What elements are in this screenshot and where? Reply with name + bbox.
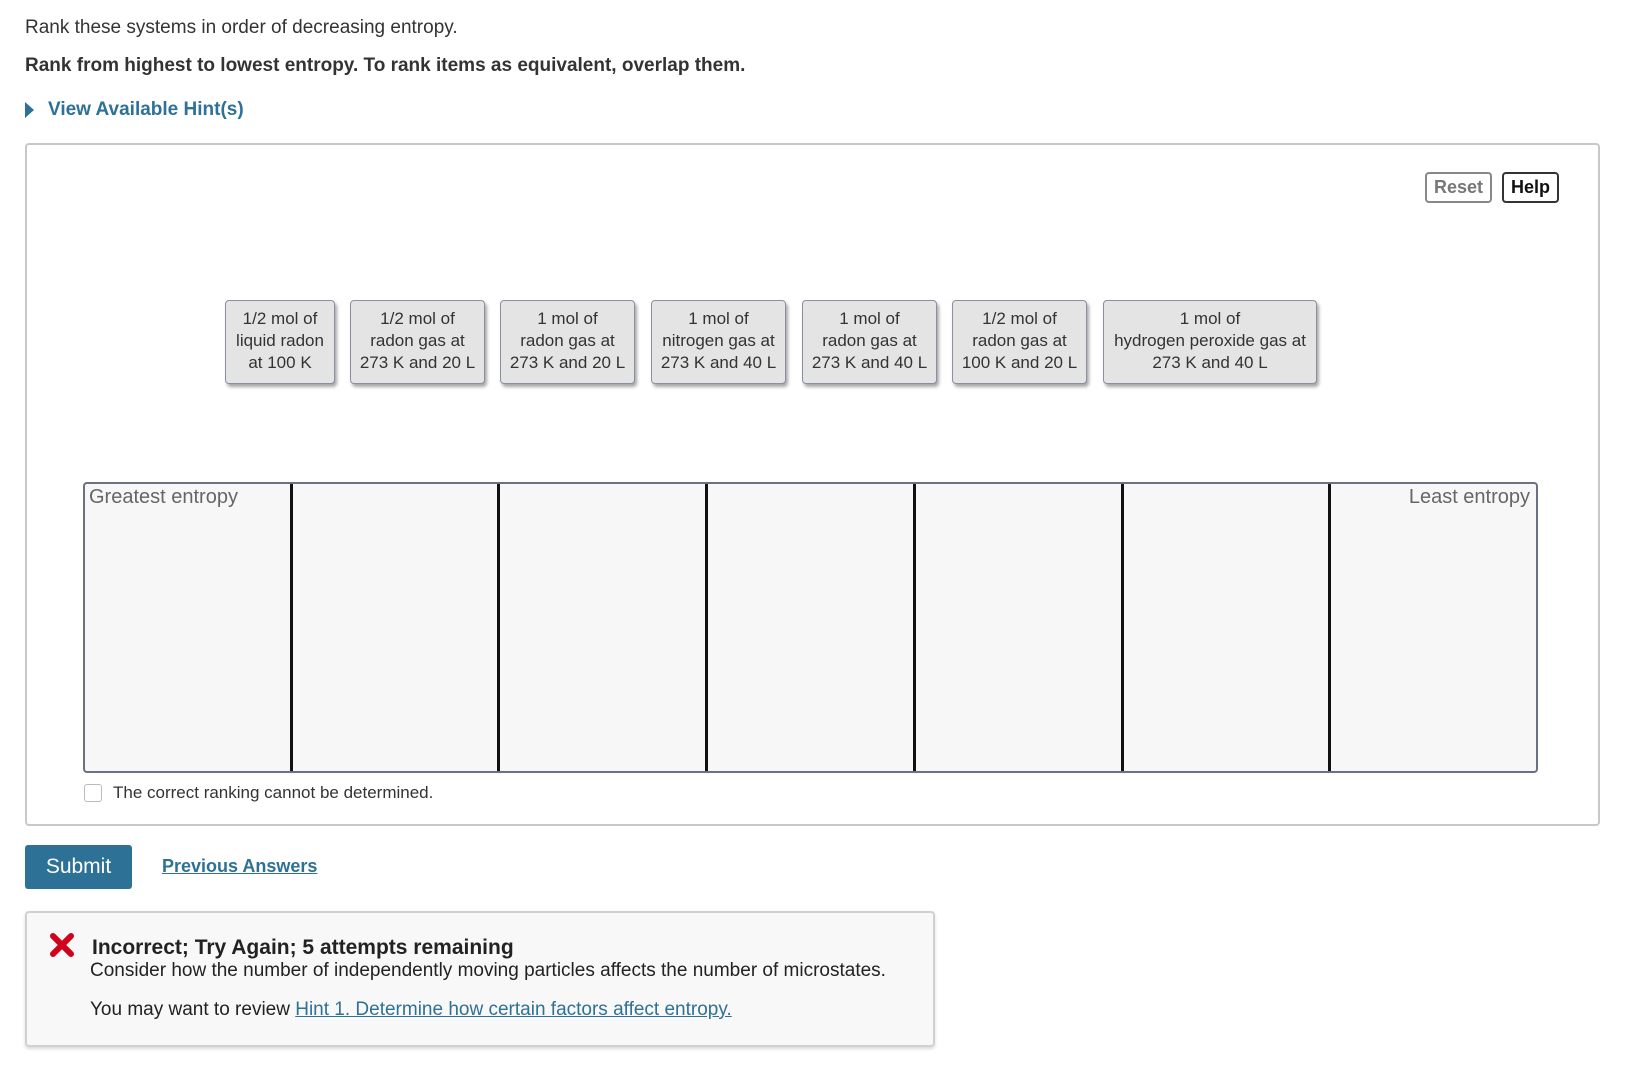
rank-slot-5[interactable] bbox=[916, 484, 1124, 771]
draggable-tile[interactable]: 1 mol of radon gas at 273 K and 20 L bbox=[500, 300, 635, 384]
draggable-tile[interactable]: 1 mol of radon gas at 273 K and 40 L bbox=[802, 300, 937, 384]
feedback-message: Consider how the number of independently moving particles affects the number of microstates. bbox=[90, 960, 886, 981]
rank-slot-1[interactable] bbox=[85, 484, 293, 771]
reset-button[interactable]: Reset bbox=[1425, 172, 1492, 203]
help-button[interactable]: Help bbox=[1502, 172, 1559, 203]
rank-slot-6[interactable] bbox=[1124, 484, 1332, 771]
ranking-drop-area[interactable] bbox=[83, 482, 1538, 773]
draggable-tile[interactable]: 1/2 mol of radon gas at 100 K and 20 L bbox=[952, 300, 1087, 384]
draggable-tile[interactable]: 1/2 mol of liquid radon at 100 K bbox=[225, 300, 335, 384]
ranking-panel bbox=[25, 143, 1600, 826]
previous-answers-link[interactable]: Previous Answers bbox=[162, 856, 318, 876]
least-entropy-label: Least entropy bbox=[1408, 486, 1531, 508]
rank-slot-7[interactable] bbox=[1331, 484, 1536, 771]
draggable-tile[interactable]: 1 mol of hydrogen peroxide gas at 273 K and 40 L bbox=[1103, 300, 1317, 384]
draggable-tile[interactable]: 1 mol of nitrogen gas at 273 K and 40 L bbox=[651, 300, 786, 384]
feedback-box bbox=[25, 911, 935, 1047]
rank-slot-2[interactable] bbox=[293, 484, 501, 771]
cannot-determine-label: The correct ranking cannot be determined. bbox=[113, 783, 434, 802]
view-hints-toggle[interactable] bbox=[25, 99, 244, 121]
feedback-title: Incorrect; Try Again; 5 attempts remaining bbox=[92, 936, 514, 959]
hint-1-link[interactable]: Hint 1. Determine how certain factors affect entropy. bbox=[295, 999, 732, 1020]
draggable-tile[interactable]: 1/2 mol of radon gas at 273 K and 20 L bbox=[350, 300, 485, 384]
review-prefix: You may want to review bbox=[90, 999, 296, 1020]
expand-triangle-icon bbox=[25, 102, 34, 118]
submit-button[interactable]: Submit bbox=[25, 845, 132, 889]
question-prompt: Rank these systems in order of decreasing entropy. bbox=[25, 17, 458, 38]
ranking-instruction: Rank from highest to lowest entropy. To rank items as equivalent, overlap them. bbox=[25, 55, 746, 76]
cannot-determine-checkbox[interactable] bbox=[84, 784, 102, 802]
view-hints-label: View Available Hint(s) bbox=[48, 99, 244, 120]
rank-slot-3[interactable] bbox=[500, 484, 708, 771]
cannot-determine-row bbox=[84, 783, 433, 803]
feedback-review bbox=[90, 999, 732, 1021]
error-x-icon bbox=[49, 932, 75, 958]
rank-slot-4[interactable] bbox=[708, 484, 916, 771]
greatest-entropy-label: Greatest entropy bbox=[89, 486, 238, 508]
